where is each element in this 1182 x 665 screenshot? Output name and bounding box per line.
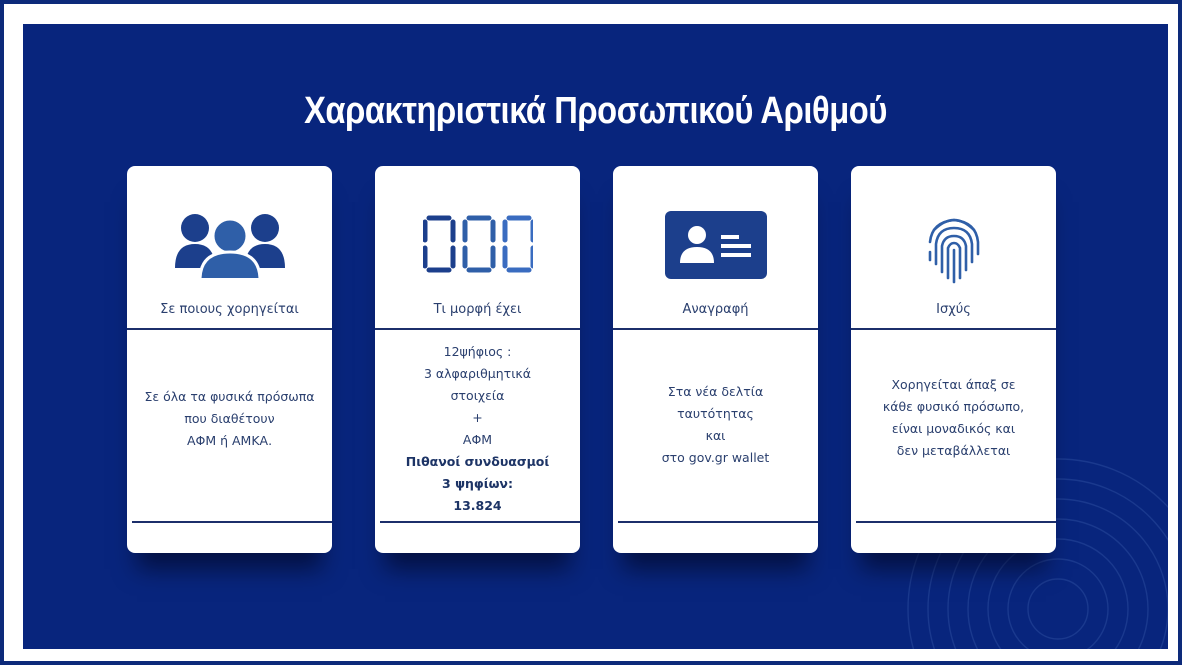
body-line: Σε όλα τα φυσικά πρόσωπα (144, 389, 315, 404)
card-body (619, 381, 812, 469)
id-card-icon (665, 211, 767, 279)
card-label: Ισχύς (936, 302, 971, 317)
divider (856, 521, 1056, 523)
body-line: ΑΦΜ (462, 432, 493, 447)
card-body (857, 374, 1050, 462)
divider (618, 521, 818, 523)
body-line: στοιχεία (450, 388, 505, 403)
body-line: και (705, 428, 726, 443)
card-validity (851, 166, 1056, 553)
card-recipients (127, 166, 332, 553)
page-title: Χαρακτηριστικά Προσωπικού Αριθμού (304, 90, 887, 132)
card-format (375, 166, 580, 553)
body-line: δεν μεταβάλλεται (896, 443, 1011, 458)
body-line: που διαθέτουν (184, 411, 275, 426)
body-line: στο gov.gr wallet (661, 450, 770, 465)
divider (851, 328, 1056, 330)
divider (613, 328, 818, 330)
card-body (133, 386, 326, 452)
card-display (613, 166, 818, 553)
slide (23, 24, 1168, 649)
people-group-icon (175, 208, 285, 278)
body-line: ταυτότητας (677, 406, 754, 421)
combinations-label: Πιθανοί συνδυασμοί (405, 454, 550, 469)
body-line: Χορηγείται άπαξ σε (891, 377, 1016, 392)
digital-zeros-icon (423, 214, 533, 274)
combinations-label: 3 ψηφίων: (442, 476, 513, 491)
card-body (381, 341, 574, 517)
body-line: Στα νέα δελτία (667, 384, 764, 399)
card-label: Τι μορφή έχει (433, 302, 522, 317)
combinations-value: 13.824 (453, 498, 502, 513)
body-line: 12ψήφιος : (443, 344, 512, 359)
divider (375, 328, 580, 330)
body-line: + (472, 410, 483, 425)
body-line: κάθε φυσικό πρόσωπο, (882, 399, 1025, 414)
body-line: είναι μοναδικός και (891, 421, 1016, 436)
body-line: 3 αλφαριθμητικά (423, 366, 532, 381)
divider (127, 328, 332, 330)
divider (380, 521, 580, 523)
body-line: ΑΦΜ ή ΑΜΚΑ. (186, 433, 273, 448)
divider (132, 521, 332, 523)
card-label: Σε ποιους χορηγείται (160, 302, 299, 317)
fingerprint-icon (926, 208, 982, 284)
card-label: Αναγραφή (682, 302, 749, 317)
